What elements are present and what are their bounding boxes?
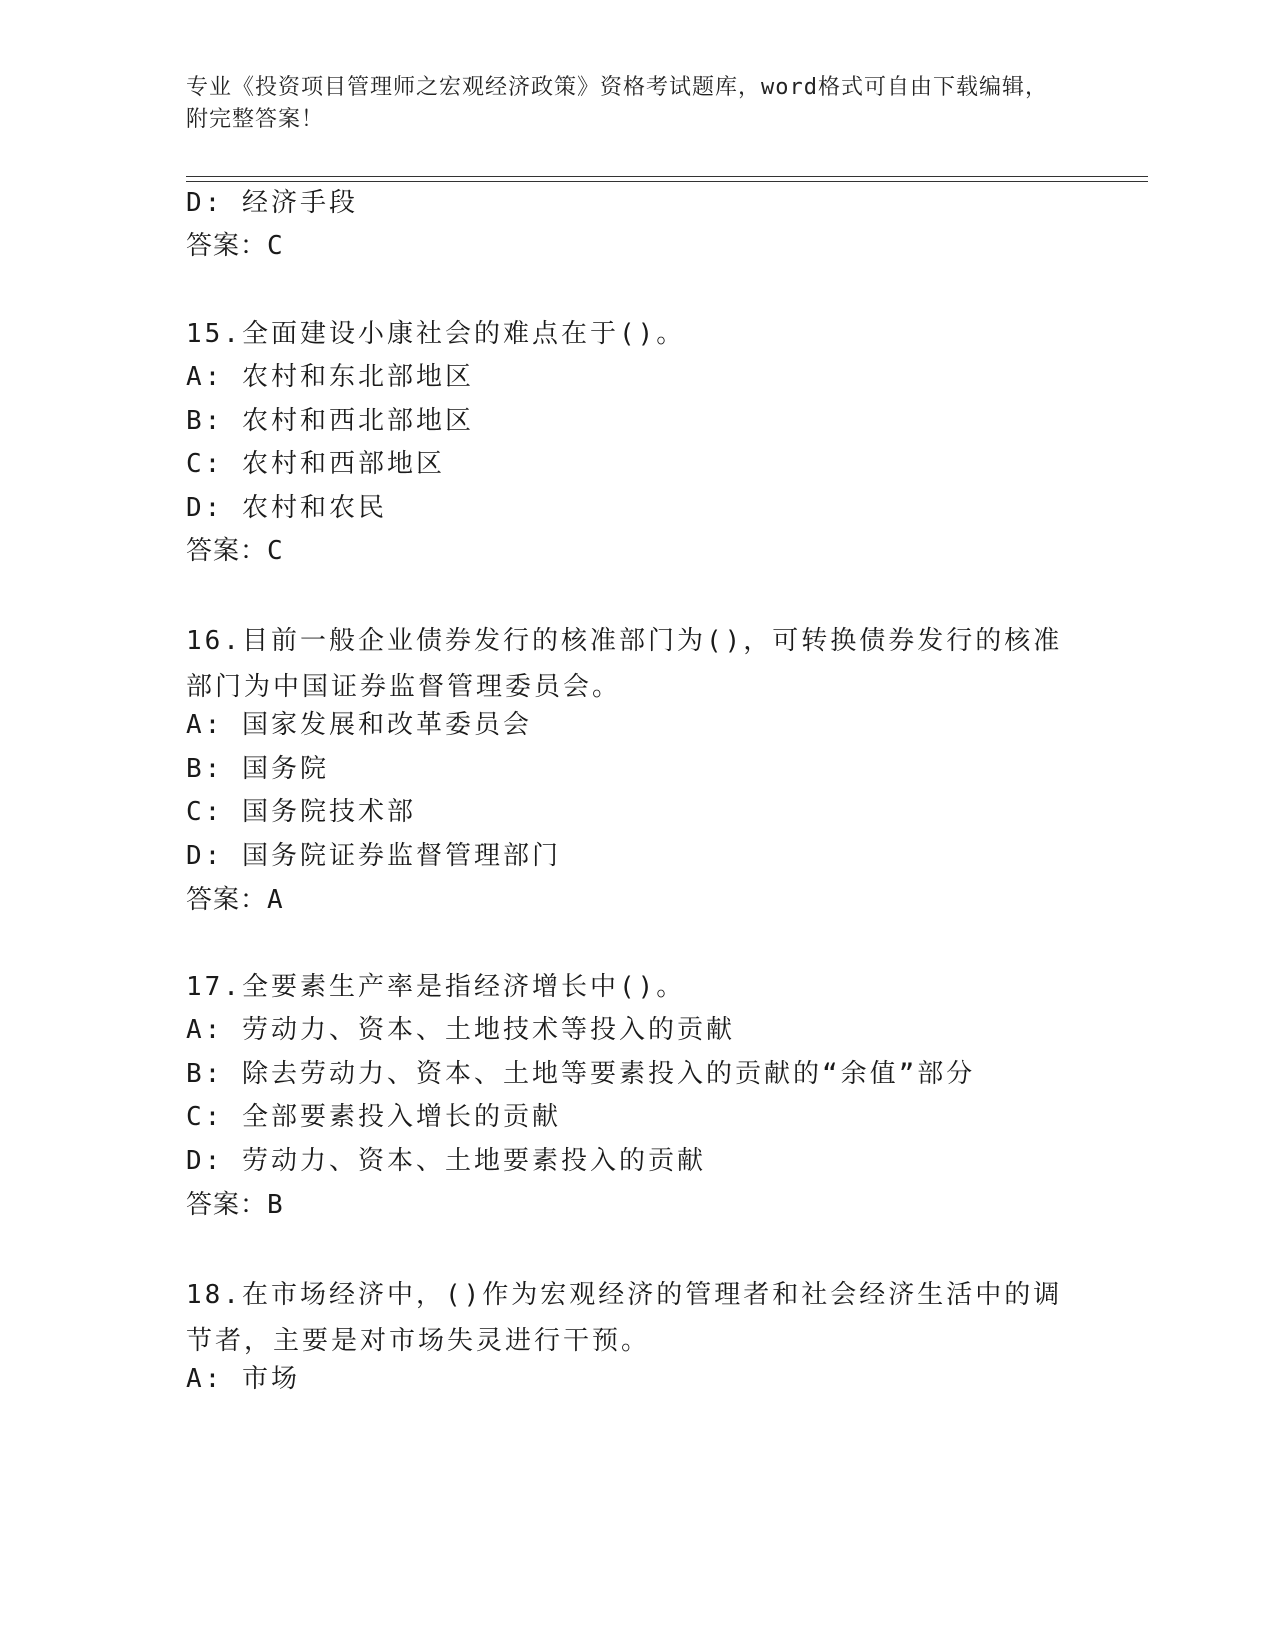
question-14-option-d: D: 经济手段	[186, 188, 358, 218]
question-18-option-a: A: 市场	[186, 1364, 300, 1394]
answer-value: B	[267, 1190, 284, 1220]
answer-value: C	[267, 231, 284, 261]
question-16-option-b: B: 国务院	[186, 754, 329, 784]
answer-label: 答案：	[186, 1190, 268, 1220]
question-16-option-a: A: 国家发展和改革委员会	[186, 710, 532, 740]
question-16-answer	[186, 883, 284, 917]
question-17-option-d: D: 劳动力、资本、土地要素投入的贡献	[186, 1146, 706, 1176]
question-17-answer	[186, 1188, 284, 1222]
question-16-stem: 16.目前一般企业债券发行的核准部门为()，可转换债券发行的核准部门为中国证券监督管理委员会。	[186, 626, 1063, 702]
question-15-stem: 15.全面建设小康社会的难点在于()。	[186, 319, 686, 349]
answer-value: C	[267, 536, 284, 566]
answer-label: 答案：	[186, 885, 268, 915]
question-16-option-d: D: 国务院证券监督管理部门	[186, 841, 561, 871]
question-16-option-c: C: 国务院技术部	[186, 797, 416, 827]
answer-label: 答案：	[186, 231, 268, 261]
question-17-option-c: C: 全部要素投入增长的贡献	[186, 1102, 561, 1132]
question-15-answer	[186, 534, 284, 568]
document-header: 专业《投资项目管理师之宏观经济政策》资格考试题库，word格式可自由下载编辑，附完整答案！	[186, 75, 1048, 132]
question-14-answer	[186, 229, 284, 263]
question-17-option-a: A: 劳动力、资本、土地技术等投入的贡献	[186, 1015, 735, 1045]
question-15-option-c: C: 农村和西部地区	[186, 449, 445, 479]
question-17-stem: 17.全要素生产率是指经济增长中()。	[186, 972, 686, 1002]
question-18-stem: 18.在市场经济中，()作为宏观经济的管理者和社会经济生活中的调节者，主要是对市场失灵进行干预。	[186, 1280, 1063, 1356]
answer-label: 答案：	[186, 536, 268, 566]
question-15-option-b: B: 农村和西北部地区	[186, 406, 474, 436]
header-rule-top	[186, 176, 1148, 177]
question-15-option-d: D: 农村和农民	[186, 493, 387, 523]
header-rule-bottom	[186, 181, 1148, 182]
question-17-option-b: B: 除去劳动力、资本、土地等要素投入的贡献的“余值”部分	[186, 1059, 976, 1089]
question-15-option-a: A: 农村和东北部地区	[186, 362, 474, 392]
answer-value: A	[267, 885, 284, 915]
